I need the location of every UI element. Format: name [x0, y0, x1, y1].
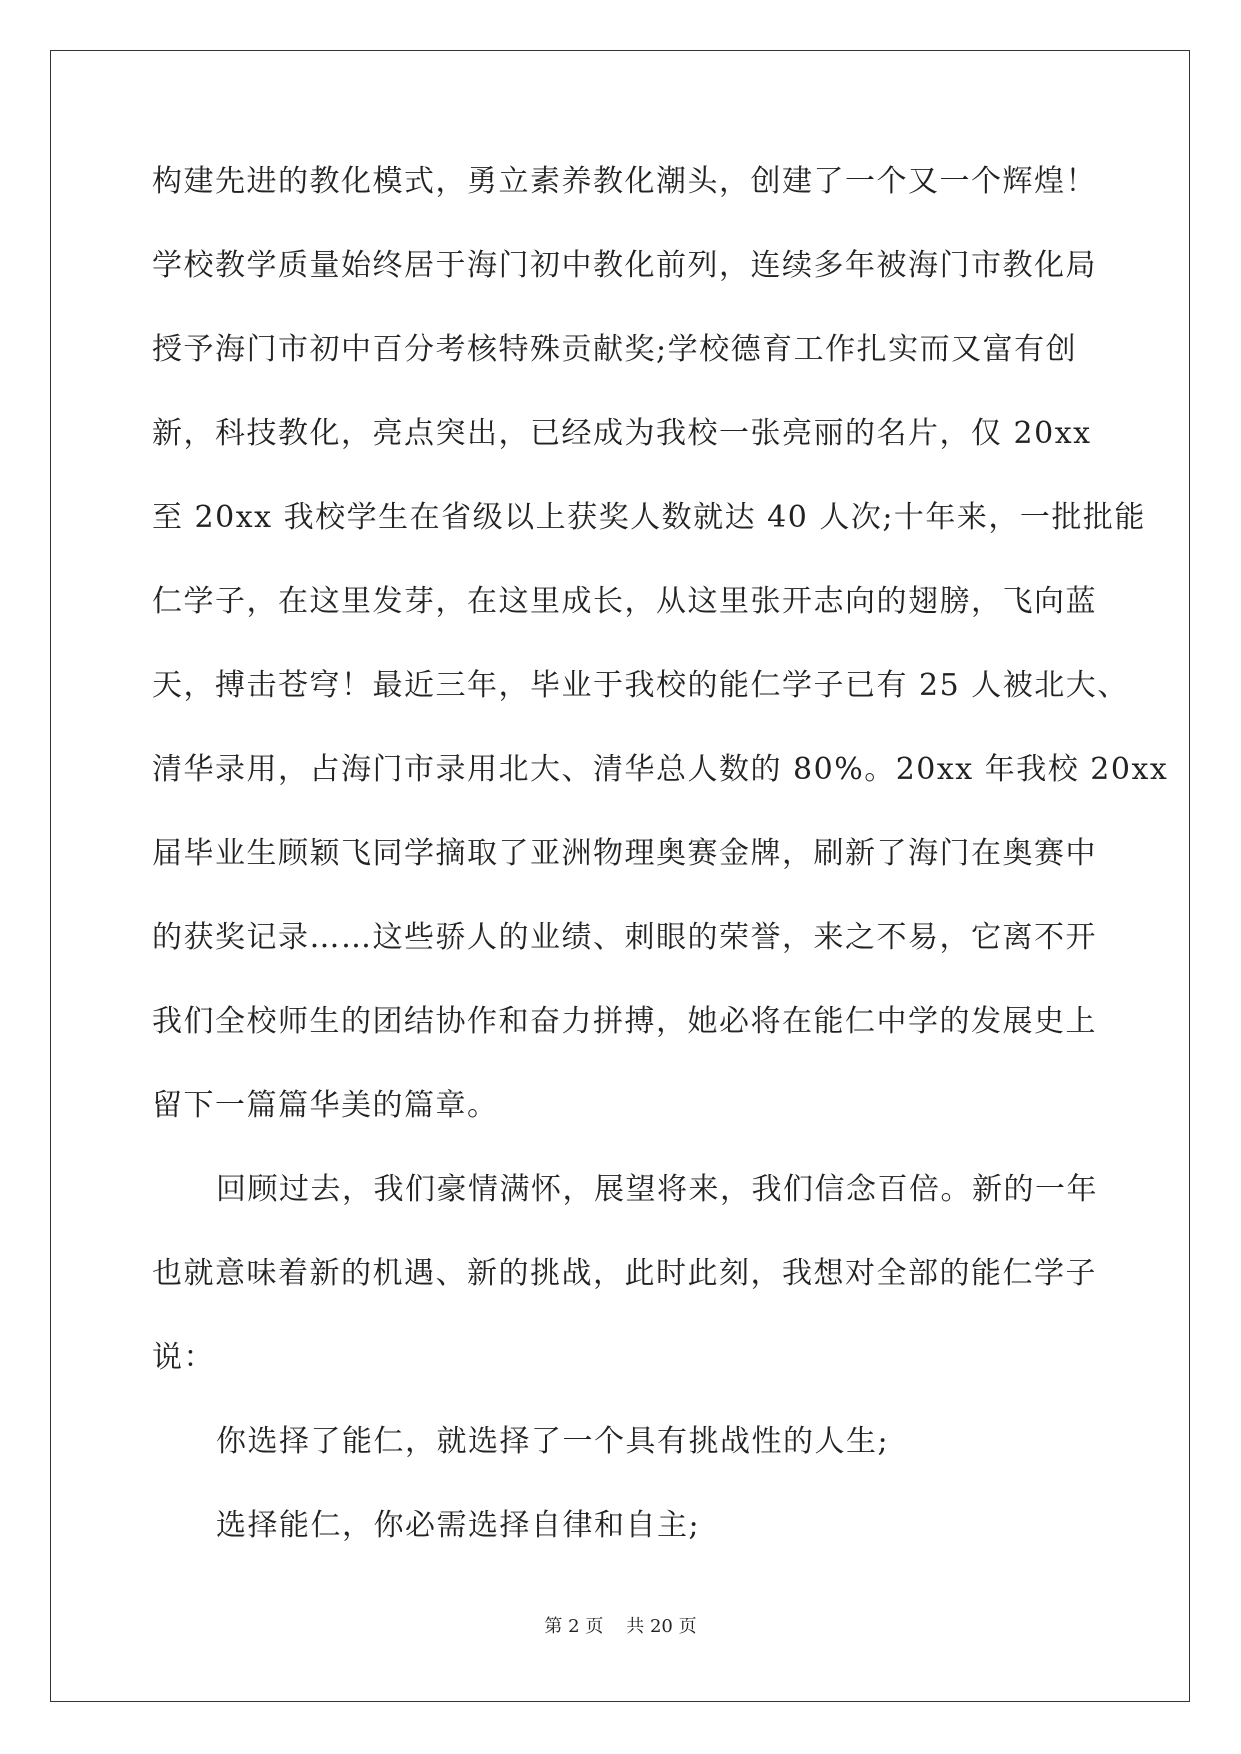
text-line-indented: 选择能仁，你必需选择自律和自主;: [216, 1508, 701, 1543]
text-line-indented: 回顾过去，我们豪情满怀，展望将来，我们信念百倍。新的一年: [216, 1172, 1098, 1207]
page-footer: [0, 1612, 1241, 1638]
text-line-indented: 你选择了能仁，就选择了一个具有挑战性的人生;: [216, 1424, 890, 1459]
page-total: 共 20 页: [626, 1616, 697, 1637]
text-line: 构建先进的教化模式，勇立素养教化潮头，创建了一个又一个辉煌！: [152, 164, 1097, 199]
text-line: 至 20xx 我校学生在省级以上获奖人数就达 40 人次;十年来，一批批能: [152, 500, 1146, 535]
text-line: 学校教学质量始终居于海门初中教化前列，连续多年被海门市教化局: [152, 248, 1097, 283]
text-line: 说：: [152, 1340, 215, 1375]
text-line: 届毕业生顾颖飞同学摘取了亚洲物理奥赛金牌，刷新了海门在奥赛中: [152, 836, 1097, 871]
text-line: 清华录用，占海门市录用北大、清华总人数的 80%。20xx 年我校 20xx: [152, 752, 1169, 787]
text-line: 我们全校师生的团结协作和奋力拼搏，她必将在能仁中学的发展史上: [152, 1004, 1097, 1039]
page-number: 第 2 页: [544, 1616, 604, 1637]
text-line: 天，搏击苍穹！最近三年，毕业于我校的能仁学子已有 25 人被北大、: [152, 668, 1129, 703]
text-line: 留下一篇篇华美的篇章。: [152, 1088, 499, 1123]
text-line: 新，科技教化，亮点突出，已经成为我校一张亮丽的名片，仅 20xx: [152, 416, 1092, 451]
text-line: 授予海门市初中百分考核特殊贡献奖;学校德育工作扎实而又富有创: [152, 332, 1078, 367]
document-body: [152, 160, 1169, 1588]
text-line: 仁学子，在这里发芽，在这里成长，从这里张开志向的翅膀，飞向蓝: [152, 584, 1097, 619]
text-line: 的获奖记录……这些骄人的业绩、刺眼的荣誉，来之不易，它离不开: [152, 920, 1097, 955]
text-line: 也就意味着新的机遇、新的挑战，此时此刻，我想对全部的能仁学子: [152, 1256, 1097, 1291]
